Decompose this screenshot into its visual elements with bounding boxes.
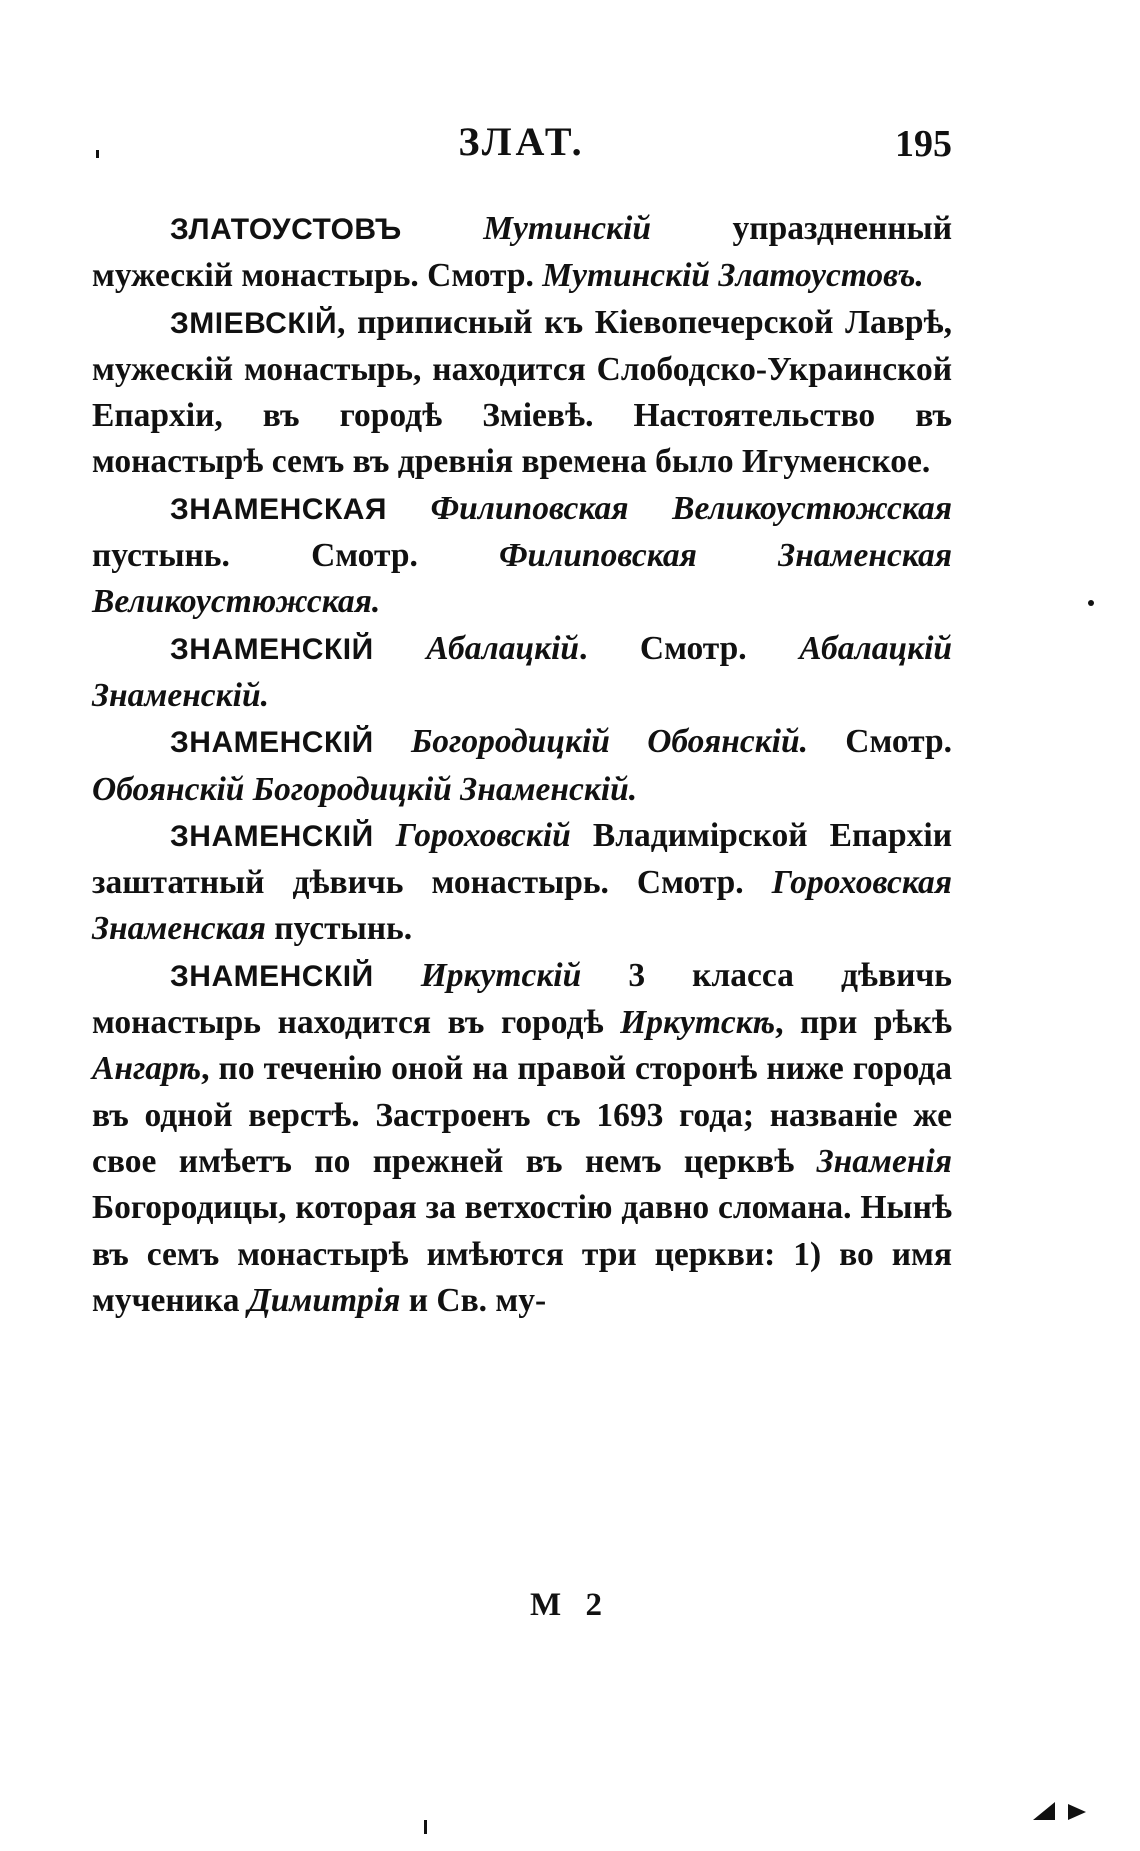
entry-headword: ЗНАМЕНСКІЙ — [170, 632, 374, 666]
scan-corner-mark — [1068, 1804, 1086, 1820]
entry-italic-name: Гороховскій — [395, 816, 571, 854]
entry-italic-name: Гороховская Знаменская — [92, 864, 952, 948]
entry-text: 3 класса дѣвичь монастырь находится въ городѣ — [92, 956, 953, 1042]
entry-italic-name: Иркутскѣ — [620, 1004, 776, 1042]
entry-text: Богородицы, которая за ветхостію давно сломана. Нынѣ въ семъ монастырѣ имѣются три церкви: 1) во имя мученика — [92, 1189, 952, 1319]
entry-italic-name: Мутинскій — [483, 210, 651, 247]
entry-text: и Св. му- — [400, 1281, 547, 1319]
dictionary-entry — [92, 486, 952, 626]
entry-italic-name: Мутинскій Златоустовъ. — [542, 257, 924, 295]
entry-text: . Смотр. — [579, 629, 800, 667]
entry-italic-name: Ангарѣ — [92, 1050, 202, 1088]
page-number: 195 — [895, 123, 952, 165]
entry-text: пустынь. Смотр. — [92, 537, 500, 575]
entry-italic-name: Богородицкій Обоянскій. — [410, 723, 808, 761]
print-speck — [424, 1820, 427, 1834]
dictionary-entry — [92, 953, 952, 1324]
entry-text — [374, 723, 411, 760]
entry-text — [374, 957, 421, 994]
entry-italic-name: Обоянскій Богородицкій Знаменскій. — [92, 770, 638, 808]
entry-text — [374, 817, 396, 854]
dictionary-text — [92, 206, 952, 1324]
print-speck — [1088, 600, 1094, 606]
entry-italic-name: Абалацкій Знаменскій. — [92, 629, 953, 714]
entry-text: , при рѣкѣ — [775, 1004, 953, 1042]
entry-text: пустынь. — [265, 910, 413, 948]
entry-text: Смотр. — [808, 723, 953, 761]
entry-italic-name: Филиповская Знаменская Великоустюжская. — [92, 537, 952, 621]
entry-text: упраздненный мужескій монастырь. Смотр. — [92, 210, 953, 295]
print-speck — [96, 150, 99, 158]
entry-italic-name: Филиповская Великоустюжская — [430, 489, 952, 527]
entry-italic-name: Абалацкій — [426, 629, 580, 667]
entry-italic-name: Димитрія — [247, 1281, 401, 1319]
entry-headword: ЗНАМЕНСКІЙ — [170, 819, 374, 853]
entry-text — [387, 490, 431, 527]
entry-text: Владимірской Епархіи заштатный дѣвичь монастырь. Смотр. — [92, 816, 953, 902]
entry-text — [374, 630, 427, 667]
dictionary-entry — [92, 300, 952, 486]
entry-headword: ЗНАМЕНСКІЙ — [170, 726, 374, 760]
entry-text — [402, 210, 484, 247]
entry-text: , приписный къ Кіевопечерской Лаврѣ, мужескій монастырь, находится Слободско-Украинской Епархіи, въ городѣ Зміевѣ. Настоятельство въ монастырѣ семъ въ древнія времена было Игуменское. — [92, 303, 952, 481]
entry-headword: ЗМІЕВСКІЙ — [170, 306, 338, 340]
scan-corner-mark — [1033, 1802, 1055, 1820]
dictionary-entry — [92, 813, 952, 953]
page-header — [92, 118, 952, 178]
entry-text: , по теченію оной на правой сторонѣ ниже города въ одной верстѣ. Застроенъ съ 1693 года; названіе же свое имѣетъ по прежней въ немъ церквѣ — [92, 1050, 952, 1180]
dictionary-entry — [92, 719, 952, 813]
dictionary-entry — [92, 626, 952, 720]
running-head: ЗЛАТ. — [458, 119, 586, 164]
entry-italic-name: Иркутскій — [420, 956, 582, 994]
entry-italic-name: Знаменія — [816, 1142, 952, 1180]
entry-headword: ЗНАМЕНСКІЙ — [170, 959, 374, 993]
entry-headword: ЗЛАТОУСТОВЪ — [170, 213, 402, 246]
printer-signature-mark: М 2 — [530, 1587, 610, 1623]
entry-headword: ЗНАМЕНСКАЯ — [170, 492, 387, 526]
dictionary-entry — [92, 206, 952, 300]
